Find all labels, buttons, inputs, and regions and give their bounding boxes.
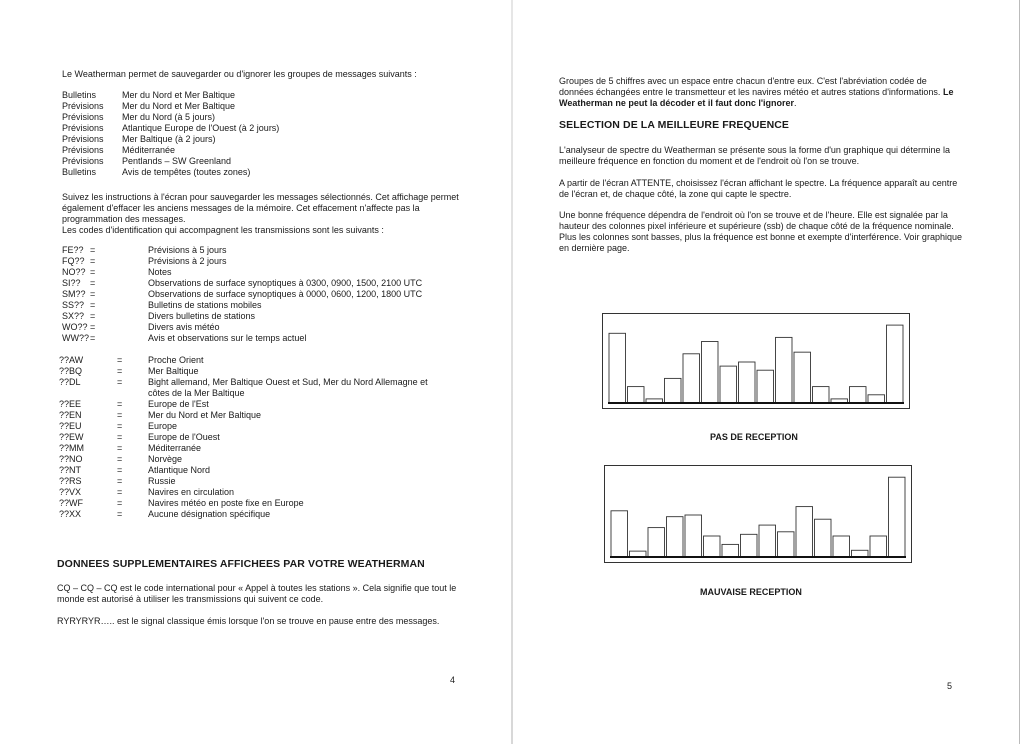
code-id: ??EN — [59, 410, 82, 420]
code-description: Avis et observations sur le temps actuel — [148, 333, 307, 343]
bulletin-type: Prévisions — [62, 134, 104, 144]
equals-sign: = — [117, 432, 123, 442]
ryry-paragraph: RYRYRYR….. est le signal classique émis lorsque l'on se trouve en pause entre des messages. — [57, 616, 440, 626]
spectrum-bar — [702, 342, 719, 404]
code-id: ??XX — [59, 509, 82, 519]
spectrum-bar — [757, 370, 774, 403]
groups-bold-text: Le Weatherman ne peut la décoder et il faut donc l'ignorer — [559, 87, 954, 108]
code-description: Bight allemand, Mer Baltique Ouest et Sud, Mer du Nord Allemagne et — [148, 377, 428, 387]
caption-no-reception: PAS DE RECEPTION — [710, 432, 798, 442]
equals-sign: = — [117, 421, 123, 431]
code-id: ??MM — [59, 443, 85, 453]
bulletin-description: Mer Baltique (à 2 jours) — [122, 134, 216, 144]
spectrum-bar — [813, 387, 830, 403]
code-description: Observations de surface synoptiques à 0300, 0900, 1500, 2100 UTC — [148, 278, 423, 288]
spectrum-bar — [628, 387, 645, 403]
code-description: Observations de surface synoptiques à 0000, 0600, 1200, 1800 UTC — [148, 289, 423, 299]
spectrum-bar — [683, 354, 700, 403]
equals-sign: = — [90, 289, 96, 299]
spectrum-bar — [611, 511, 628, 557]
code-id: SI?? — [62, 278, 81, 288]
bulletin-description: Mer du Nord et Mer Baltique — [122, 101, 236, 111]
code-id: ??DL — [59, 377, 81, 387]
equals-sign: = — [90, 311, 96, 321]
spectrum-chart-bad-reception — [604, 465, 912, 563]
code-description: Méditerranée — [148, 443, 202, 453]
page-5 — [512, 0, 1024, 744]
code-description: Divers avis météo — [148, 322, 220, 332]
spectrum-bar — [889, 477, 906, 557]
bulletin-type: Bulletins — [62, 167, 97, 177]
analyzer-paragraph: L'analyseur de spectre du Weatherman se présente sous la forme d'un graphique qui détermine la meilleure fréquence en fonction du moment et de l'endroit où l'on se trouve. — [559, 145, 951, 166]
page-edge — [1019, 0, 1020, 744]
equals-sign: = — [117, 366, 123, 376]
code-id: ??EW — [59, 432, 84, 442]
spectrum-bar — [850, 387, 867, 403]
code-description: Prévisions à 5 jours — [148, 245, 227, 255]
page-number: 4 — [450, 675, 456, 685]
spectrum-bar — [720, 366, 737, 403]
supplementary-heading: DONNEES SUPPLEMENTAIRES AFFICHEES PAR VOTRE WEATHERMAN — [57, 558, 425, 570]
code-description-continued: côtes de la Mer Baltique — [148, 388, 245, 398]
spectrum-bar — [794, 352, 811, 403]
caption-bad-reception: MAUVAISE RECEPTION — [700, 587, 802, 597]
code-id: ??NT — [59, 465, 82, 475]
bulletin-type: Bulletins — [62, 90, 97, 100]
bulletin-description: Méditerranée — [122, 145, 176, 155]
equals-sign: = — [90, 300, 96, 310]
equals-sign: = — [90, 278, 96, 288]
equals-sign: = — [117, 377, 123, 387]
code-description: Mer Baltique — [148, 366, 199, 376]
spectrum-bar — [609, 333, 626, 403]
code-description: Norvège — [148, 454, 183, 464]
bulletin-description: Pentlands – SW Greenland — [122, 156, 232, 166]
bulletin-description: Mer du Nord (à 5 jours) — [122, 112, 216, 122]
code-id: SM?? — [62, 289, 86, 299]
code-id: FQ?? — [62, 256, 85, 266]
bulletin-type: Prévisions — [62, 101, 104, 111]
cq-paragraph: CQ – CQ – CQ est le code international pour « Appel à toutes les stations ». Cela signifie que tout le monde est autorisé à utiliser les transmissions qui suivent ce code. — [57, 583, 457, 604]
spectrum-bar — [722, 544, 739, 557]
code-id: ??EE — [59, 399, 82, 409]
equals-sign: = — [90, 333, 96, 343]
standby-paragraph: A partir de l'écran ATTENTE, choisissez l'écran affichant le spectre. La fréquence apparaît au centre de l'écran et, de chaque côté, la zone qui capte le spectre. — [559, 178, 958, 199]
code-description: Atlantique Nord — [148, 465, 211, 475]
code-id: WW?? — [62, 333, 89, 343]
code-description: Bulletins de stations mobiles — [148, 300, 262, 310]
code-id: ??EU — [59, 421, 82, 431]
frequency-heading: SELECTION DE LA MEILLEURE FREQUENCE — [559, 119, 790, 131]
spectrum-bar — [776, 337, 793, 403]
spectrum-bar — [685, 515, 702, 557]
code-id: FE?? — [62, 245, 84, 255]
code-id: SX?? — [62, 311, 85, 321]
intro-text: Le Weatherman permet de sauvegarder ou d'ignorer les groupes de messages suivants : — [62, 69, 417, 79]
code-id: ??WF — [59, 498, 84, 508]
code-description: Europe de l'Ouest — [148, 432, 220, 442]
spectrum-bar — [815, 519, 832, 557]
equals-sign: = — [117, 498, 123, 508]
code-description: Navires météo en poste fixe en Europe — [148, 498, 304, 508]
code-id: SS?? — [62, 300, 85, 310]
equals-sign: = — [90, 267, 96, 277]
code-description: Europe — [148, 421, 178, 431]
code-description: Europe de l'Est — [148, 399, 209, 409]
page-number: 5 — [947, 681, 953, 691]
code-description: Prévisions à 2 jours — [148, 256, 227, 266]
bulletin-description: Avis de tempêtes (toutes zones) — [122, 167, 251, 177]
code-id: ??VX — [59, 487, 82, 497]
equals-sign: = — [117, 509, 123, 519]
equals-sign: = — [117, 476, 123, 486]
equals-sign: = — [117, 454, 123, 464]
equals-sign: = — [90, 256, 96, 266]
bulletin-description: Mer du Nord et Mer Baltique — [122, 90, 236, 100]
code-id: ??NO — [59, 454, 83, 464]
spectrum-bar — [852, 550, 869, 557]
bulletin-type: Prévisions — [62, 145, 104, 155]
spectrum-bar — [665, 378, 682, 403]
code-description: Navires en circulation — [148, 487, 235, 497]
groups-paragraph — [559, 76, 959, 109]
code-id: ??RS — [59, 476, 82, 486]
spectrum-bar — [648, 528, 665, 557]
instructions-paragraph: Suivez les instructions à l'écran pour sauvegarder les messages sélectionnés. Cet affichage permet également d'effacer les anciens messages de la mémoire. Cet effacement n'affecte pas la programmation des messages. — [62, 192, 459, 224]
spectrum-bar — [759, 525, 776, 557]
bulletin-type: Prévisions — [62, 123, 104, 133]
spectrum-bar — [778, 532, 795, 557]
equals-sign: = — [117, 487, 123, 497]
equals-sign: = — [117, 410, 123, 420]
equals-sign: = — [117, 465, 123, 475]
equals-sign: = — [90, 322, 96, 332]
code-description: Notes — [148, 267, 172, 277]
spectrum-bar — [868, 395, 885, 403]
equals-sign: = — [117, 443, 123, 453]
code-id: WO?? — [62, 322, 88, 332]
spectrum-bar — [739, 362, 756, 403]
spectrum-bar — [870, 536, 887, 557]
groups-text: Groupes de 5 chiffres avec un espace entre chacun d'entre eux. C'est l'abréviation codée de données échangées entre le transmetteur et les navires météo et autres stations d'informations. — [559, 76, 941, 97]
equals-sign: = — [117, 355, 123, 365]
code-description: Mer du Nord et Mer Baltique — [148, 410, 262, 420]
bulletin-description: Atlantique Europe de l'Ouest (à 2 jours) — [122, 123, 280, 133]
equals-sign: = — [90, 245, 96, 255]
spectrum-chart-no-reception — [602, 313, 910, 409]
code-id: ??AW — [59, 355, 84, 365]
spectrum-bar — [833, 536, 850, 557]
code-id: ??BQ — [59, 366, 83, 376]
bulletin-type: Prévisions — [62, 156, 104, 166]
code-description: Russie — [148, 476, 176, 486]
period: . — [794, 98, 797, 108]
spectrum-bar — [667, 517, 684, 557]
bulletin-type: Prévisions — [62, 112, 104, 122]
good-frequency-paragraph: Une bonne fréquence dépendra de l'endroit où l'on se trouve et de l'heure. Elle est signalée par la hauteur des colonnes pixel inférieure et supérieure (ssb) de chaque côté de la fréquence nominale. Plus les colonnes sont basses, plus la fréquence est bonne et exempte d'interférence. Voir graphique en dernière page. — [559, 210, 962, 253]
code-description: Aucune désignation spécifique — [148, 509, 271, 519]
codes-intro: Les codes d'identification qui accompagnent les transmissions sont les suivants : — [62, 225, 384, 235]
spectrum-bar — [704, 536, 721, 557]
spectrum-bar — [796, 507, 813, 557]
code-description: Divers bulletins de stations — [148, 311, 256, 321]
code-id: NO?? — [62, 267, 86, 277]
code-description: Proche Orient — [148, 355, 204, 365]
spectrum-bar — [741, 534, 758, 557]
equals-sign: = — [117, 399, 123, 409]
spectrum-bar — [887, 325, 904, 403]
